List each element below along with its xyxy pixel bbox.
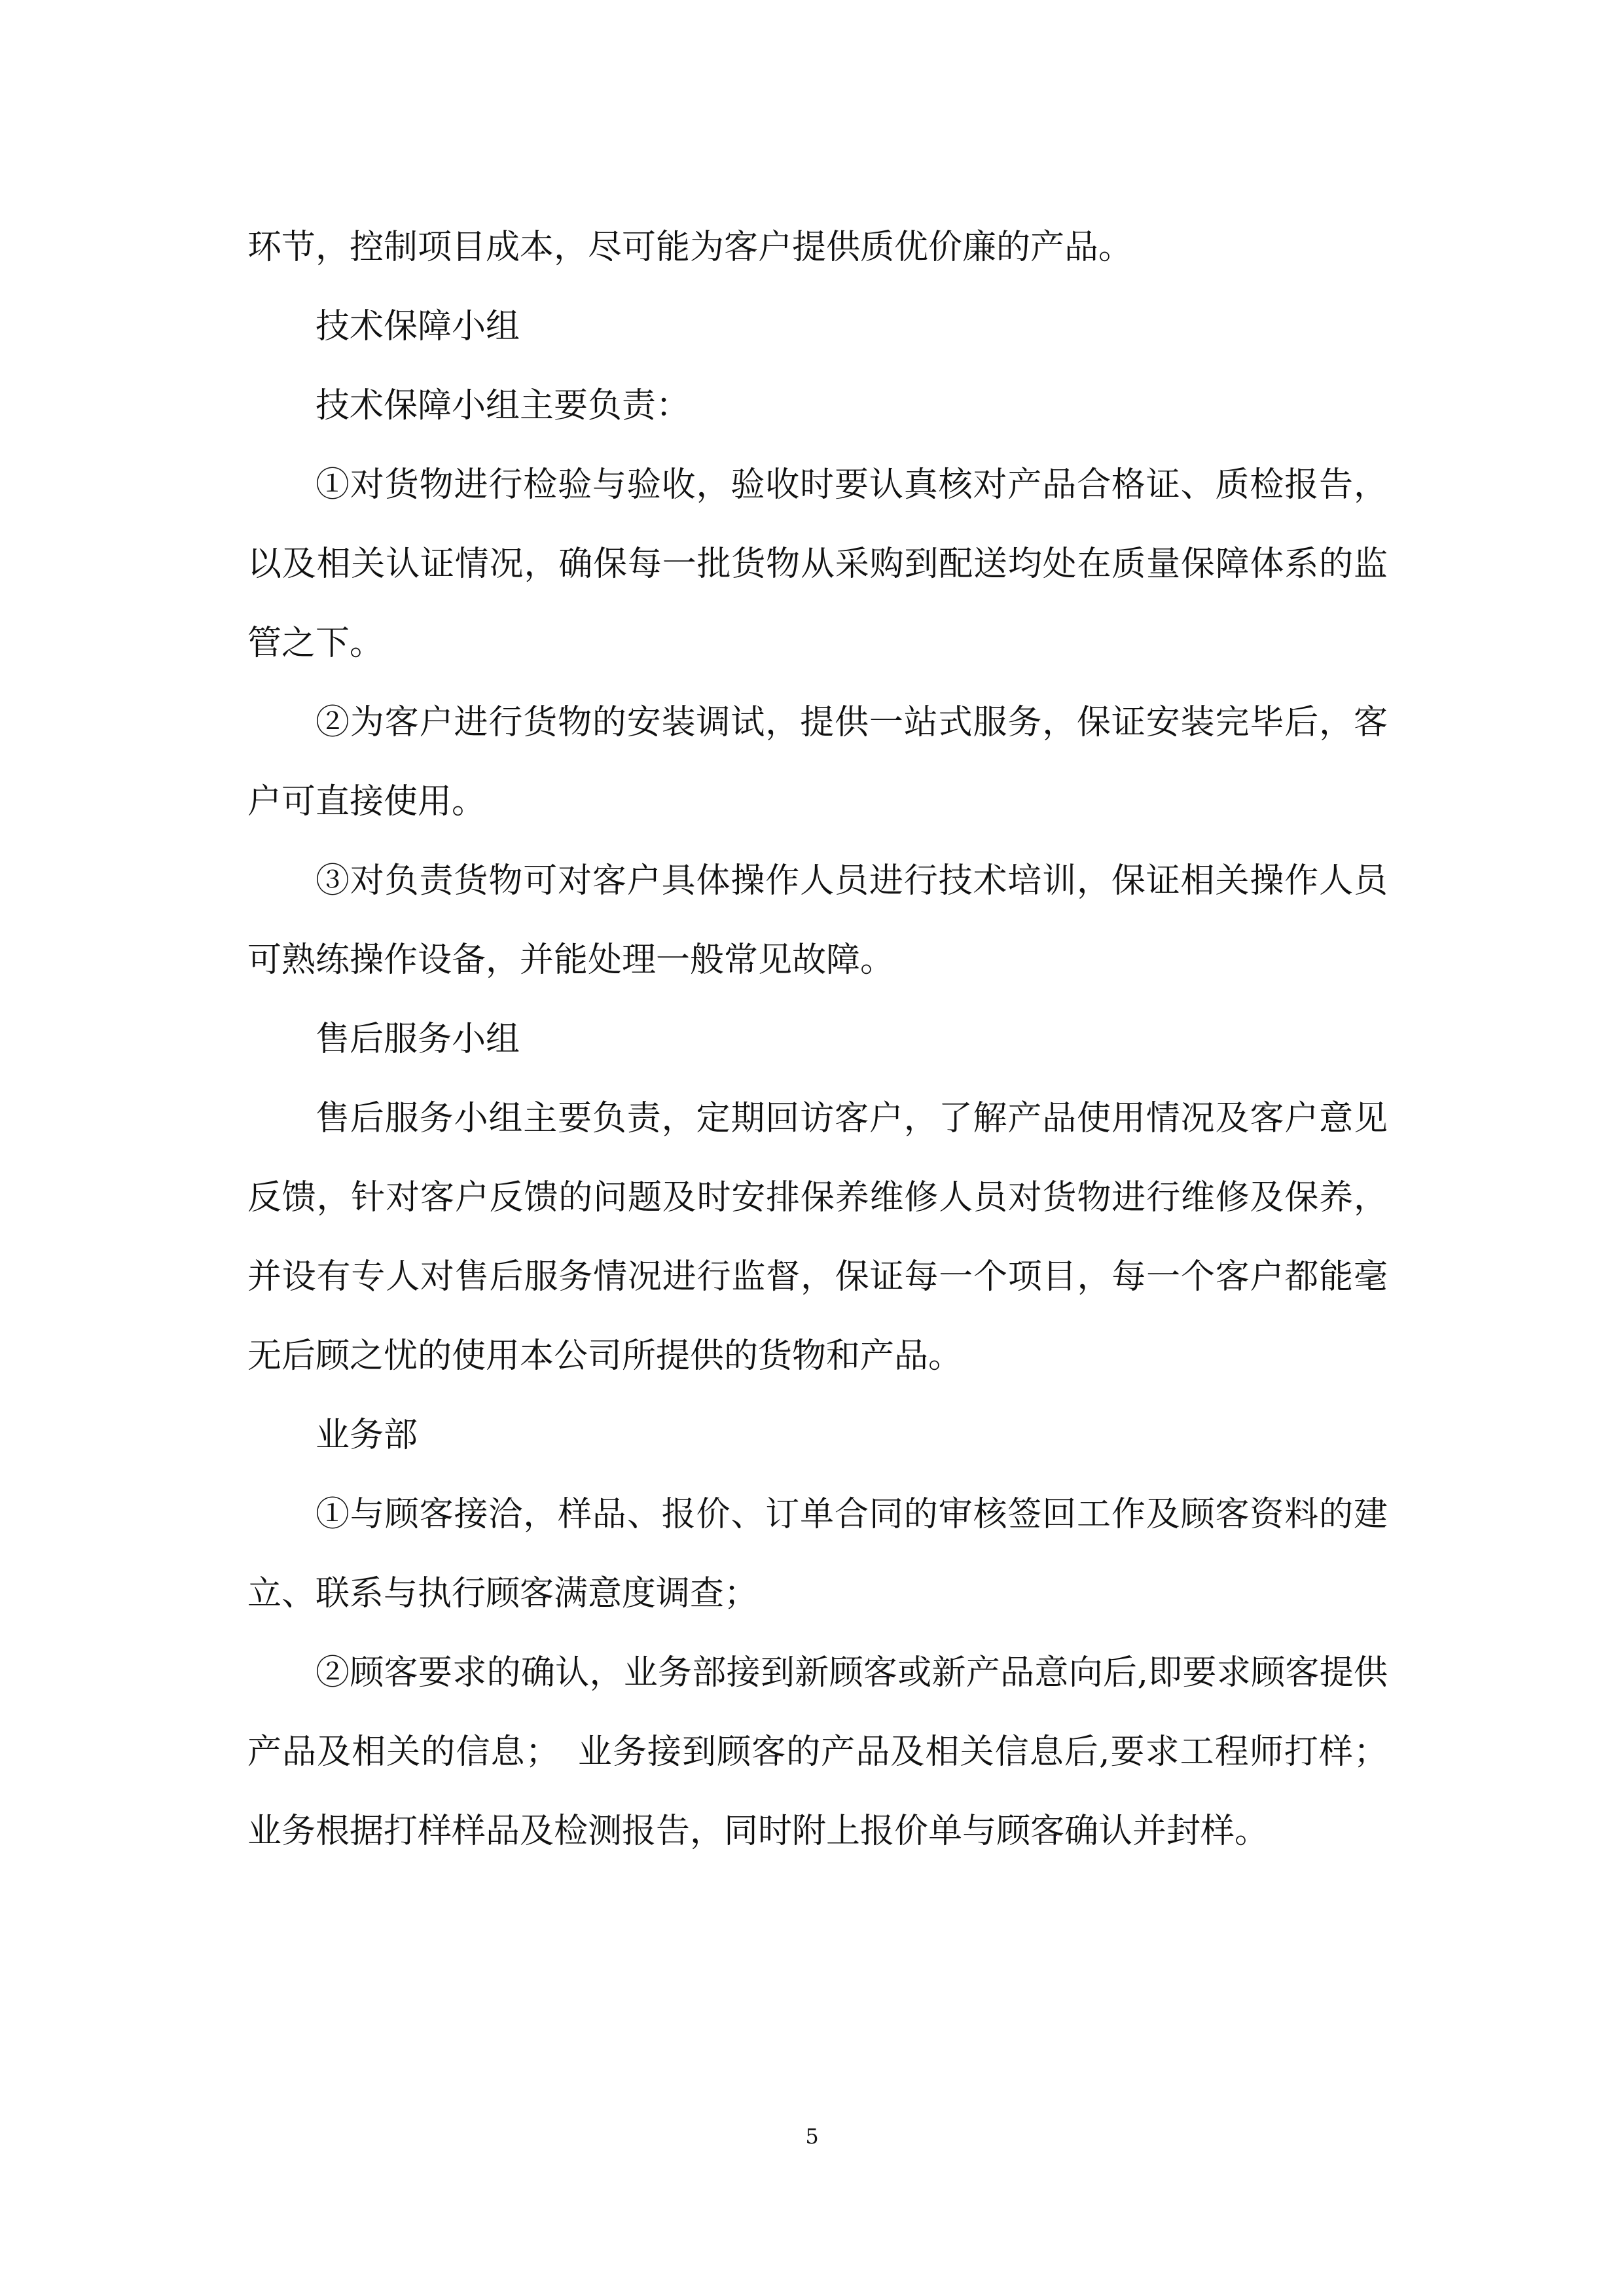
- heading-tech-support-team: 技术保障小组: [316, 307, 520, 346]
- paragraph-tech-item-3: ③对负责货物可对客户具体操作人员进行技术培训，保证相关操作人员可熟练操作设备，并能处理一般常见故障。: [247, 861, 1388, 980]
- paragraph-tech-support-intro: 技术保障小组主要负责：: [316, 386, 691, 425]
- paragraph-tech-item-2: ②为客户进行货物的安装调试，提供一站式服务，保证安装完毕后，客户可直接使用。: [247, 703, 1388, 821]
- paragraph-after-sales: 售后服务小组主要负责，定期回访客户，了解产品使用情况及客户意见反馈，针对客户反馈的问题及时安排保养维修人员对货物进行维修及保养，并设有专人对售后服务情况进行监督，保证每一个项目，每一个客户都能毫无后顾之忧的使用本公司所提供的货物和产品。: [247, 1099, 1388, 1376]
- paragraph-business-item-2: ②顾客要求的确认，业务部接到新顾客或新产品意向后,即要求顾客提供产品及相关的信息； 业务接到顾客的产品及相关信息后,要求工程师打样；业务根据打样样品及检测报告，同时附上报价单与顾客确认并封样。: [247, 1653, 1388, 1851]
- heading-business-dept: 业务部: [316, 1416, 418, 1455]
- paragraph-business-item-1: ①与顾客接洽，样品、报价、订单合同的审核签回工作及顾客资料的建立、联系与执行顾客满意度调查；: [247, 1495, 1388, 1613]
- page-number: 5: [805, 2124, 819, 2149]
- paragraph-tech-item-1: ①对货物进行检验与验收，验收时要认真核对产品合格证、质检报告，以及相关认证情况，确保每一批货物从采购到配送均处在质量保障体系的监管之下。: [247, 465, 1388, 663]
- paragraph-continuation: 环节，控制项目成本，尽可能为客户提供质优价廉的产品。: [247, 228, 1133, 267]
- body-text: [247, 208, 1388, 1871]
- heading-after-sales-team: 售后服务小组: [316, 1020, 520, 1059]
